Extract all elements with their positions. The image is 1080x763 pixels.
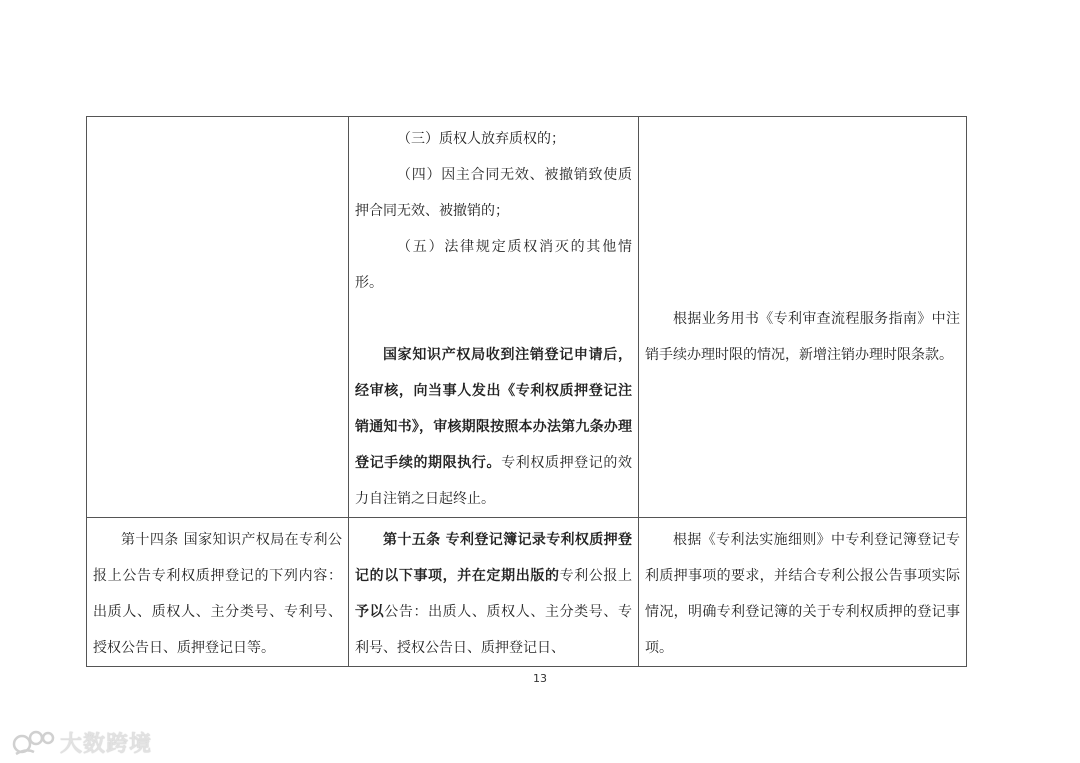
clause-four: （四）因主合同无效、被撤销致使质押合同无效、被撤销的；: [355, 167, 632, 219]
revision-reason-text: 根据《专利法实施细则》中专利登记簿登记专利质押事项的要求，并结合专利公报公告事项实际情况，明确专利登记簿的关于专利权质押的登记事项。: [645, 532, 960, 656]
cancellation-paragraph: [355, 337, 632, 517]
cancellation-normal-text: 专利权质押登记的效力自注销之日起终止。: [355, 455, 633, 507]
row1-original-article: [87, 117, 349, 518]
table-row: [87, 518, 967, 667]
article-fourteen-text: 第十四条 国家知识产权局在专利公报上公告专利权质押登记的下列内容：出质人、质权人、主分类号、专利号、授权公告日、质押登记日等。: [93, 532, 342, 656]
row2-revision-reason: [639, 518, 967, 667]
clause-five: （五）法律规定质权消灭的其他情形。: [355, 239, 632, 291]
row2-revised-article: [349, 518, 639, 667]
article-fifteen-bold-1: 第十五条 专利登记簿记录专利权质押登记的以下事项，并在定期出版的: [355, 532, 632, 584]
revision-reason-text: 根据业务用书《专利审查流程服务指南》中注销手续办理时限的情况，新增注销办理时限条款。: [645, 311, 960, 363]
clause-three: （三）质权人放弃质权的；: [397, 131, 565, 147]
watermark-logo-icon: [12, 726, 58, 758]
table-row: [87, 117, 967, 518]
document-table: [86, 116, 967, 667]
row1-revised-article: [349, 117, 639, 518]
article-fifteen-bold-2: 予以: [355, 604, 385, 620]
article-fifteen-paragraph: [355, 522, 632, 666]
watermark: [12, 724, 152, 760]
row1-revision-reason: [639, 117, 967, 518]
article-fifteen-normal-1: 专利公报上: [559, 568, 633, 584]
page-number: 13: [533, 672, 547, 685]
article-fifteen-normal-2: 公告：出质人、质权人、主分类号、专利号、授权公告日、质押登记日、: [355, 604, 633, 656]
row2-original-article: [87, 518, 349, 667]
cancellation-bold-text: 国家知识产权局收到注销登记申请后，经审核，向当事人发出《专利权质押登记注销通知书》，审核期限按照本办法第九条办理登记手续的期限执行。: [355, 347, 632, 471]
watermark-text: 大数跨境: [60, 731, 153, 757]
